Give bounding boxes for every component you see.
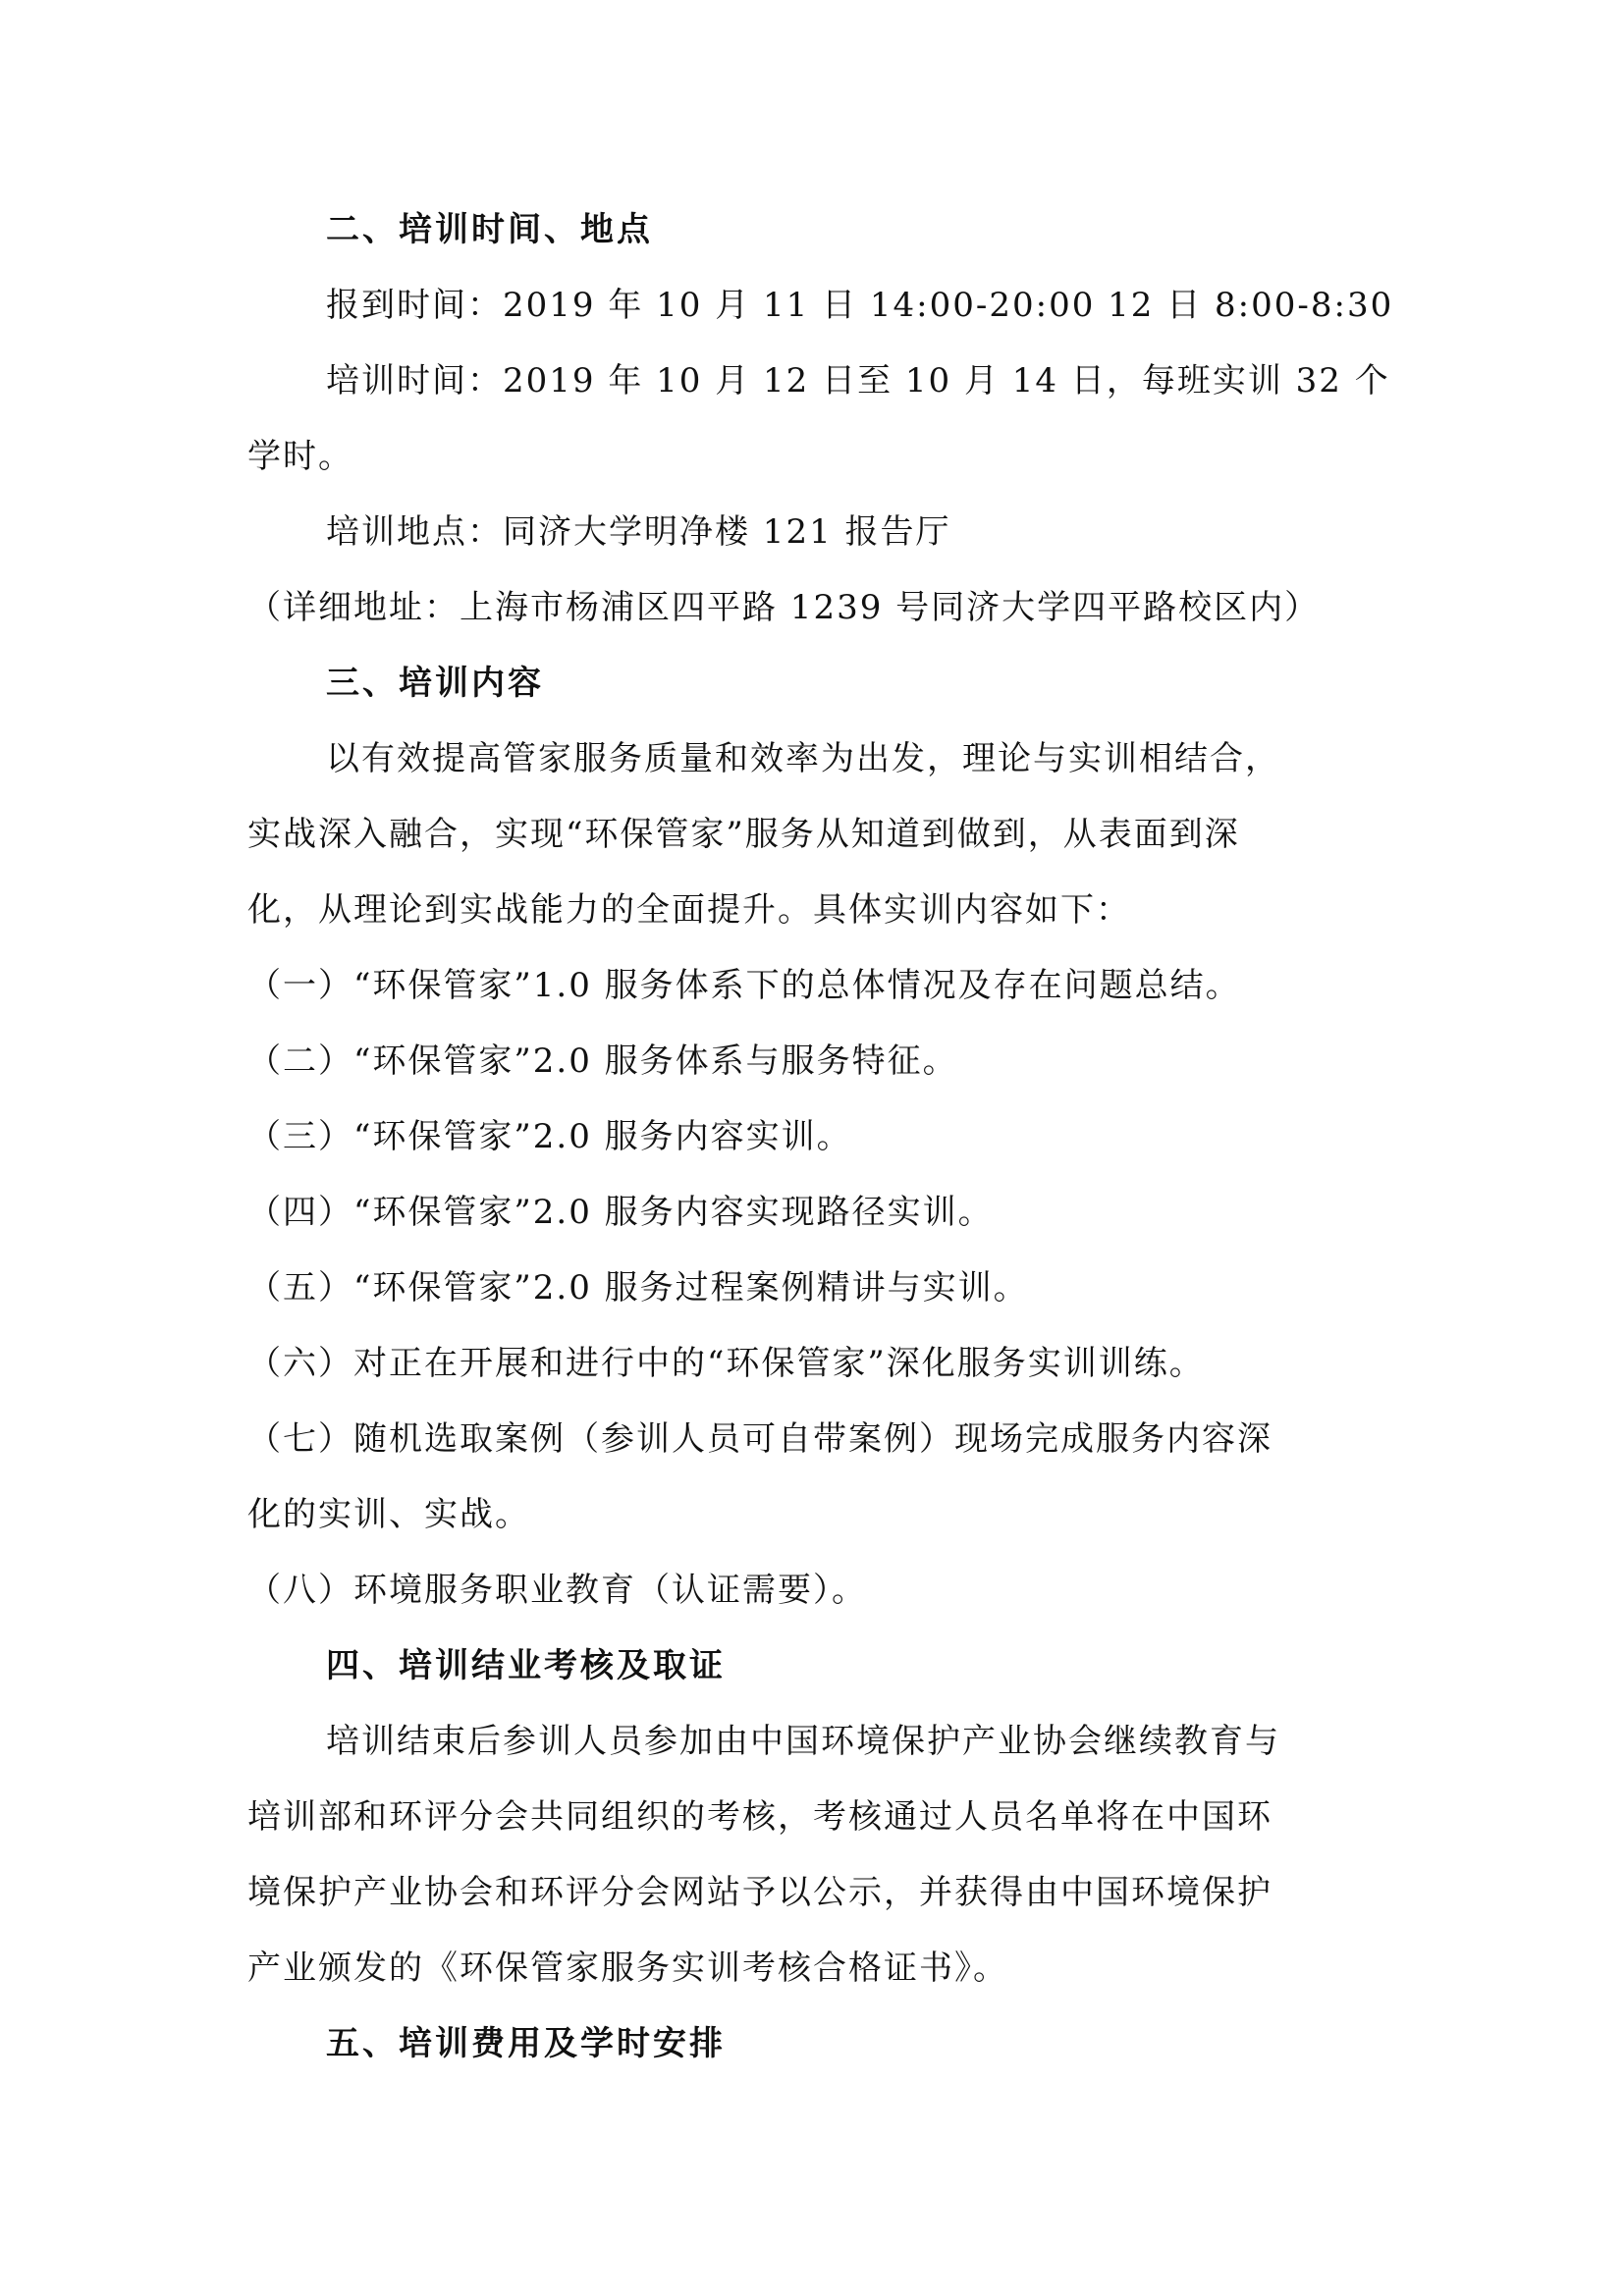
content-item-1: （一）“环保管家”1.0 服务体系下的总体情况及存在问题总结。 (247, 966, 1241, 1005)
content-intro-line-2: 实战深入融合，实现“环保管家”服务从知道到做到，从表面到深 (247, 815, 1240, 854)
content-item-7-continued: 化的实训、实战。 (247, 1495, 530, 1534)
training-time-line-1: 培训时间：2019 年 10 月 12 日至 10 月 14 日，每班实训 32 个 (326, 361, 1390, 400)
content-item-3: （三）“环保管家”2.0 服务内容实训。 (247, 1117, 852, 1156)
assessment-line-2: 培训部和环评分会共同组织的考核，考核通过人员名单将在中国环 (247, 1797, 1272, 1837)
section-heading-assessment-certification: 四、培训结业考核及取证 (326, 1646, 726, 1685)
content-item-4: （四）“环保管家”2.0 服务内容实现路径实训。 (247, 1193, 994, 1232)
section-heading-training-content: 三、培训内容 (326, 664, 544, 703)
assessment-line-4: 产业颁发的《环保管家服务实训考核合格证书》。 (247, 1949, 1008, 1988)
registration-time: 报到时间：2019 年 10 月 11 日 14:00-20:00 12 日 8:00-8:30 (326, 286, 1394, 325)
assessment-line-1: 培训结束后参训人员参加由中国环境保护产业协会继续教育与 (326, 1722, 1280, 1761)
content-item-6: （六）对正在开展和进行中的“环保管家”深化服务实训训练。 (247, 1344, 1205, 1383)
section-heading-training-time-place: 二、培训时间、地点 (326, 210, 653, 249)
content-item-7: （七）随机选取案例（参训人员可自带案例）现场完成服务内容深 (247, 1419, 1272, 1459)
content-item-8: （八）环境服务职业教育（认证需要）。 (247, 1571, 867, 1610)
content-intro-line-1: 以有效提高管家服务质量和效率为出发，理论与实训相结合， (326, 739, 1280, 778)
section-heading-fees-schedule: 五、培训费用及学时安排 (326, 2024, 726, 2063)
content-item-5: （五）“环保管家”2.0 服务过程案例精讲与实训。 (247, 1268, 1029, 1308)
training-time-line-2: 学时。 (247, 437, 353, 476)
training-location: 培训地点：同济大学明净楼 121 报告厅 (326, 512, 951, 552)
assessment-line-3: 境保护产业协会和环评分会网站予以公示，并获得由中国环境保护 (247, 1873, 1272, 1912)
content-item-2: （二）“环保管家”2.0 服务体系与服务特征。 (247, 1041, 958, 1081)
document-body (247, 192, 1394, 2082)
content-intro-line-3: 化，从理论到实战能力的全面提升。具体实训内容如下： (247, 890, 1131, 930)
training-address: （详细地址：上海市杨浦区四平路 1239 号同济大学四平路校区内） (247, 588, 1321, 627)
